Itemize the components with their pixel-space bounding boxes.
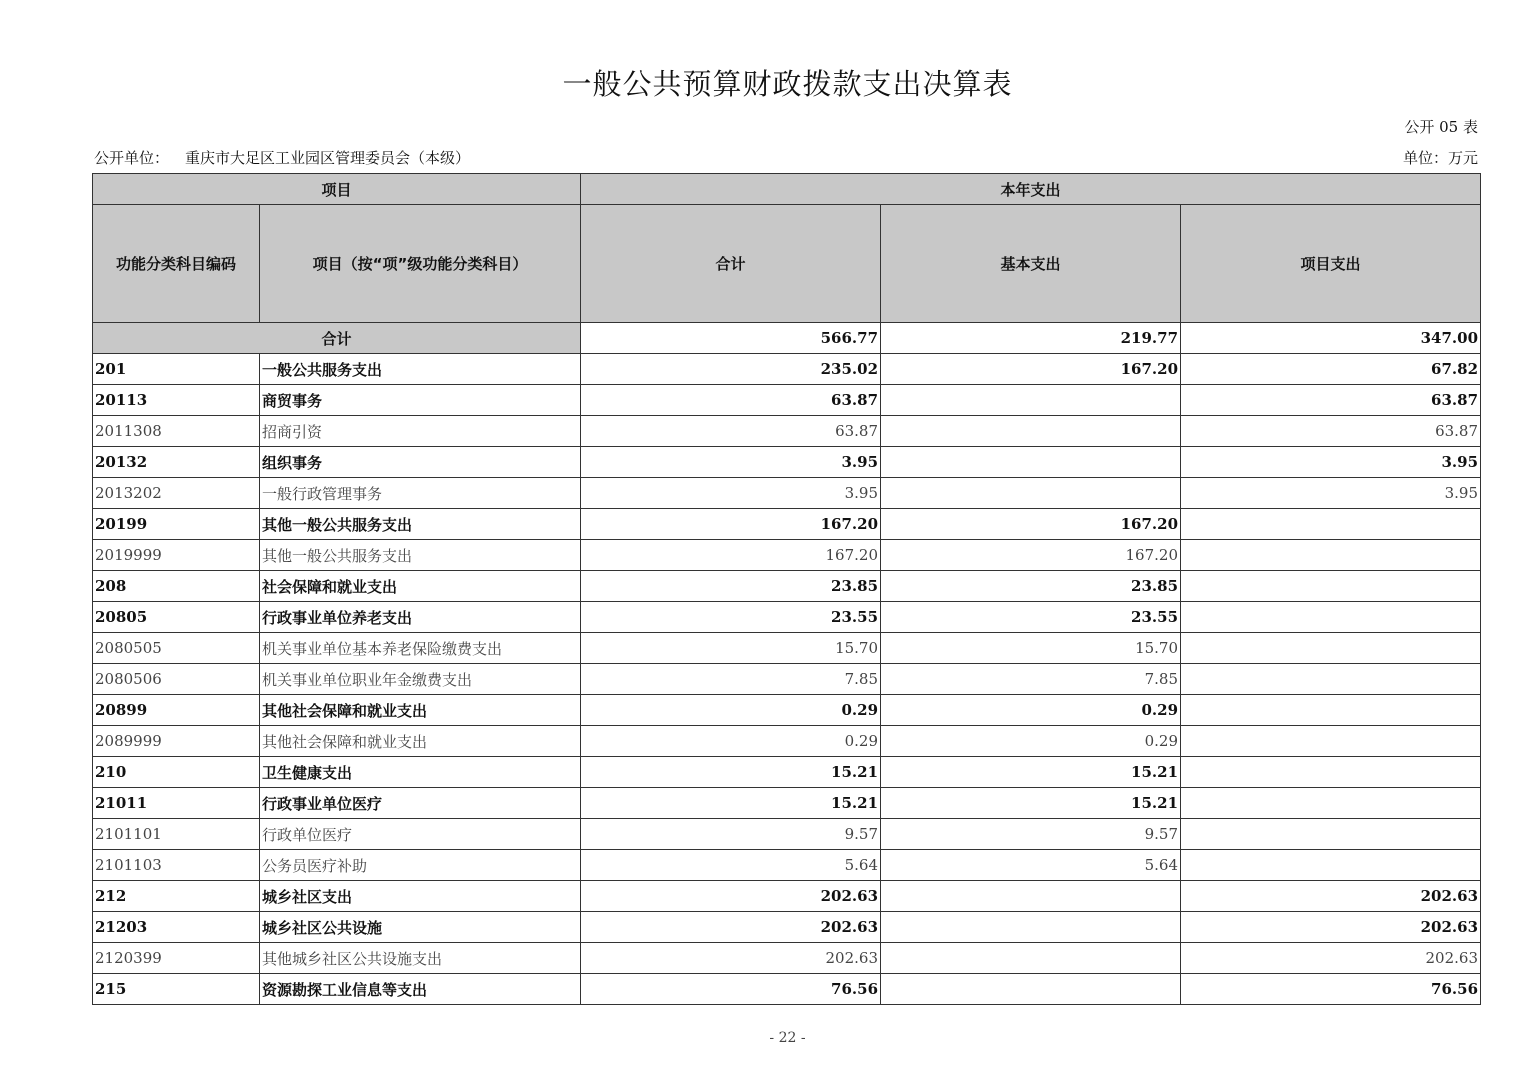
total-cell: 9.57 <box>581 819 881 850</box>
code-cell: 2101101 <box>93 819 260 850</box>
table-row <box>93 447 1481 478</box>
project-cell <box>1181 664 1481 695</box>
reporting-unit-label: 公开单位： <box>94 149 170 167</box>
project-cell: 202.63 <box>1181 912 1481 943</box>
basic-cell: 7.85 <box>881 664 1181 695</box>
basic-cell <box>881 943 1181 974</box>
code-cell: 20805 <box>93 602 260 633</box>
total-cell: 23.55 <box>581 602 881 633</box>
project-cell: 76.56 <box>1181 974 1481 1005</box>
basic-cell: 15.21 <box>881 788 1181 819</box>
currency-unit: 单位：万元 <box>1402 149 1478 167</box>
expenditure-table <box>92 173 1481 1005</box>
name-cell: 机关事业单位基本养老保险缴费支出 <box>260 633 581 664</box>
reporting-unit-name: 重庆市大足区工业园区管理委员会（本级） <box>185 149 471 167</box>
form-number: 公开 05 表 <box>1404 118 1478 136</box>
table-row <box>93 757 1481 788</box>
project-cell <box>1181 571 1481 602</box>
project-cell: 67.82 <box>1181 354 1481 385</box>
name-cell: 行政事业单位养老支出 <box>260 602 581 633</box>
table-row <box>93 478 1481 509</box>
project-cell <box>1181 695 1481 726</box>
total-cell: 167.20 <box>581 509 881 540</box>
total-cell: 63.87 <box>581 416 881 447</box>
total-cell: 235.02 <box>581 354 881 385</box>
total-cell: 202.63 <box>581 912 881 943</box>
name-cell: 组织事务 <box>260 447 581 478</box>
total-cell: 15.21 <box>581 788 881 819</box>
total-cell: 63.87 <box>581 385 881 416</box>
code-cell: 21011 <box>93 788 260 819</box>
name-cell: 一般公共服务支出 <box>260 354 581 385</box>
header-basic: 基本支出 <box>881 205 1181 323</box>
table-row <box>93 416 1481 447</box>
project-cell <box>1181 819 1481 850</box>
project-cell: 3.95 <box>1181 447 1481 478</box>
code-cell: 2101103 <box>93 850 260 881</box>
name-cell: 一般行政管理事务 <box>260 478 581 509</box>
reporting-unit <box>94 147 470 168</box>
total-cell: 76.56 <box>581 974 881 1005</box>
page-number: - 22 - <box>769 1030 806 1046</box>
code-cell: 21203 <box>93 912 260 943</box>
header-code: 功能分类科目编码 <box>93 205 260 323</box>
page-title: 一般公共预算财政拨款支出决算表 <box>562 67 1013 101</box>
basic-cell: 15.70 <box>881 633 1181 664</box>
code-cell: 20113 <box>93 385 260 416</box>
code-cell: 20132 <box>93 447 260 478</box>
project-cell <box>1181 540 1481 571</box>
project-cell <box>1181 757 1481 788</box>
table-row <box>93 540 1481 571</box>
basic-cell: 23.55 <box>881 602 1181 633</box>
total-cell: 0.29 <box>581 695 881 726</box>
code-cell: 2120399 <box>93 943 260 974</box>
total-cell: 0.29 <box>581 726 881 757</box>
table-row <box>93 819 1481 850</box>
project-cell: 63.87 <box>1181 416 1481 447</box>
basic-cell: 167.20 <box>881 509 1181 540</box>
header-project: 项目 <box>93 174 581 205</box>
name-cell: 商贸事务 <box>260 385 581 416</box>
project-cell: 63.87 <box>1181 385 1481 416</box>
project-cell: 3.95 <box>1181 478 1481 509</box>
basic-cell: 15.21 <box>881 757 1181 788</box>
total-cell: 202.63 <box>581 943 881 974</box>
code-cell: 2089999 <box>93 726 260 757</box>
basic-cell <box>881 416 1181 447</box>
code-cell: 20199 <box>93 509 260 540</box>
basic-cell: 0.29 <box>881 695 1181 726</box>
code-cell: 210 <box>93 757 260 788</box>
table-row <box>93 509 1481 540</box>
table-row <box>93 385 1481 416</box>
table-row <box>93 602 1481 633</box>
total-row <box>93 323 1481 354</box>
project-cell: 202.63 <box>1181 881 1481 912</box>
header-total: 合计 <box>581 205 881 323</box>
name-cell: 其他社会保障和就业支出 <box>260 695 581 726</box>
code-cell: 2080506 <box>93 664 260 695</box>
project-cell <box>1181 726 1481 757</box>
basic-cell: 0.29 <box>881 726 1181 757</box>
code-cell: 20899 <box>93 695 260 726</box>
basic-cell: 9.57 <box>881 819 1181 850</box>
basic-cell: 167.20 <box>881 354 1181 385</box>
name-cell: 其他社会保障和就业支出 <box>260 726 581 757</box>
table-row <box>93 912 1481 943</box>
header-name: 项目（按“项”级功能分类科目） <box>260 205 581 323</box>
basic-cell <box>881 974 1181 1005</box>
code-cell: 215 <box>93 974 260 1005</box>
basic-cell: 5.64 <box>881 850 1181 881</box>
project-cell <box>1181 850 1481 881</box>
name-cell: 行政事业单位医疗 <box>260 788 581 819</box>
code-cell: 201 <box>93 354 260 385</box>
header-current-year: 本年支出 <box>581 174 1481 205</box>
total-cell: 202.63 <box>581 881 881 912</box>
table-row <box>93 726 1481 757</box>
basic-cell <box>881 912 1181 943</box>
name-cell: 其他一般公共服务支出 <box>260 509 581 540</box>
basic-cell <box>881 385 1181 416</box>
name-cell: 城乡社区支出 <box>260 881 581 912</box>
total-label: 合计 <box>93 323 581 354</box>
total-cell: 7.85 <box>581 664 881 695</box>
total-cell: 3.95 <box>581 447 881 478</box>
table-row <box>93 881 1481 912</box>
total-cell: 15.21 <box>581 757 881 788</box>
code-cell: 2013202 <box>93 478 260 509</box>
total-basic: 219.77 <box>881 323 1181 354</box>
header-project-expenditure: 项目支出 <box>1181 205 1481 323</box>
name-cell: 其他城乡社区公共设施支出 <box>260 943 581 974</box>
basic-cell <box>881 881 1181 912</box>
name-cell: 招商引资 <box>260 416 581 447</box>
table-row <box>93 664 1481 695</box>
code-cell: 208 <box>93 571 260 602</box>
total-cell: 23.85 <box>581 571 881 602</box>
table-row <box>93 850 1481 881</box>
total-amount: 566.77 <box>581 323 881 354</box>
table-row <box>93 788 1481 819</box>
project-cell: 202.63 <box>1181 943 1481 974</box>
name-cell: 机关事业单位职业年金缴费支出 <box>260 664 581 695</box>
total-project: 347.00 <box>1181 323 1481 354</box>
project-cell <box>1181 633 1481 664</box>
name-cell: 公务员医疗补助 <box>260 850 581 881</box>
project-cell <box>1181 509 1481 540</box>
name-cell: 社会保障和就业支出 <box>260 571 581 602</box>
table-row <box>93 354 1481 385</box>
total-cell: 3.95 <box>581 478 881 509</box>
name-cell: 城乡社区公共设施 <box>260 912 581 943</box>
table-row <box>93 943 1481 974</box>
table-row <box>93 633 1481 664</box>
total-cell: 5.64 <box>581 850 881 881</box>
name-cell: 其他一般公共服务支出 <box>260 540 581 571</box>
table-row <box>93 571 1481 602</box>
name-cell: 资源勘探工业信息等支出 <box>260 974 581 1005</box>
basic-cell <box>881 447 1181 478</box>
name-cell: 卫生健康支出 <box>260 757 581 788</box>
project-cell <box>1181 602 1481 633</box>
basic-cell: 167.20 <box>881 540 1181 571</box>
code-cell: 2011308 <box>93 416 260 447</box>
total-cell: 167.20 <box>581 540 881 571</box>
table-row <box>93 695 1481 726</box>
table-row <box>93 974 1481 1005</box>
total-cell: 15.70 <box>581 633 881 664</box>
code-cell: 2080505 <box>93 633 260 664</box>
code-cell: 2019999 <box>93 540 260 571</box>
project-cell <box>1181 788 1481 819</box>
name-cell: 行政单位医疗 <box>260 819 581 850</box>
code-cell: 212 <box>93 881 260 912</box>
basic-cell: 23.85 <box>881 571 1181 602</box>
basic-cell <box>881 478 1181 509</box>
